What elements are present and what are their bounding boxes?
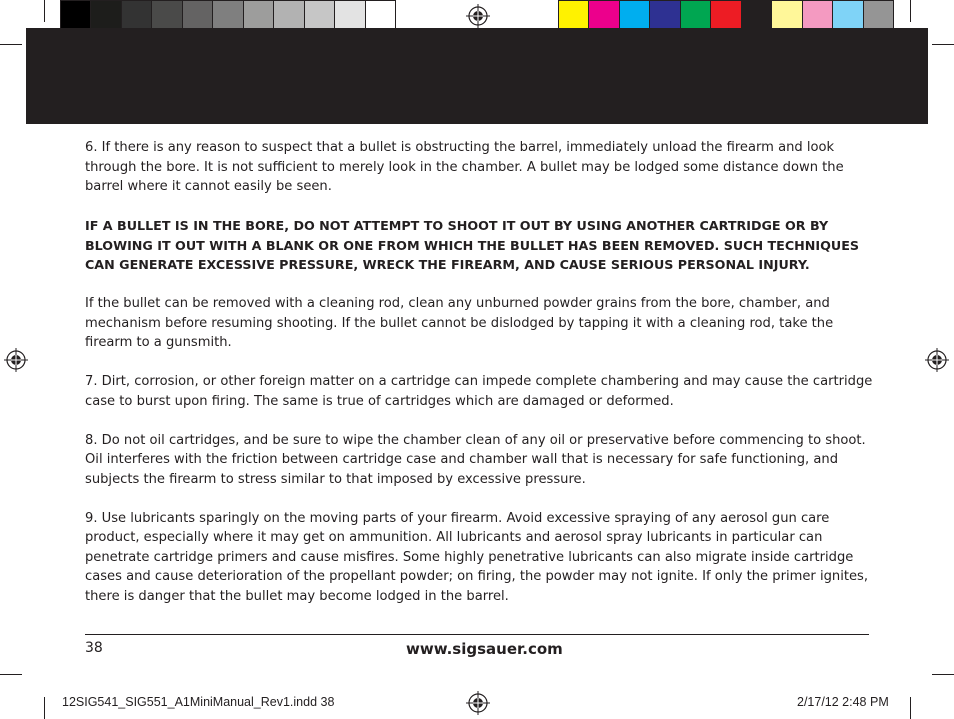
color-swatch: [803, 1, 833, 31]
color-swatch: [864, 1, 893, 31]
paragraph-6: 6. If there is any reason to suspect that a bullet is obstructing the barrel, immediately unload the firearm and look through the bore. It is not sufficient to merely look in the chamber. A bullet may be lodged some distance down the barrel where it cannot easily be seen.: [85, 140, 844, 194]
bullet-removal-paragraph: If the bullet can be removed with a cleaning rod, clean any unburned powder grains from the bore, chamber, and mechanism before resuming shooting. If the bullet cannot be dislodged by tapping it with a cleaning rod, take the firearm to a gunsmith.: [85, 296, 834, 350]
color-swatch: [559, 1, 589, 31]
color-swatch: [91, 1, 121, 31]
color-swatch: [650, 1, 680, 31]
footer-rule: [85, 634, 869, 635]
paragraph-8: 8. Do not oil cartridges, and be sure to wipe the chamber clean of any oil or preservative before commencing to shoot. Oil interferes with the friction between cartridge case and chamber wall that is necessary for safe functioning, and subjects the firearm to stress similar to that imposed by excessive pressure.: [85, 432, 866, 487]
slug-filename: 12SIG541_SIG551_A1MiniManual_Rev1.indd 38: [62, 695, 335, 709]
paragraph-9: 9. Use lubricants sparingly on the moving parts of your firearm. Avoid excessive spraying of any aerosol gun care product, especially where it may get on ammunition. All lubricants and aerosol spray lubricants in particular can penetrate cartridge primers and cause misfires. Some highly penetrative lubricants can also migrate inside cartridge cases and cause deterioration of the propellant powder; on firing, the powder may not ignite. If only the primer ignites, there is danger that the bullet may become lodged in the barrel.: [85, 510, 869, 604]
color-swatch: [742, 1, 772, 31]
registration-mark-icon: [4, 348, 28, 372]
color-swatch: [122, 1, 152, 31]
color-swatch: [183, 1, 213, 31]
color-swatch: [335, 1, 365, 31]
color-swatch: [274, 1, 304, 31]
color-swatch: [61, 1, 91, 31]
page-number: 38: [85, 640, 103, 656]
color-swatch: [833, 1, 863, 31]
manual-body: [85, 138, 875, 626]
registration-mark-icon: [466, 4, 490, 28]
color-swatch: [711, 1, 741, 31]
paragraph-7: 7. Dirt, corrosion, or other foreign matter on a cartridge can impede complete chambering and may cause the cartridge case to burst upon firing. The same is true of cartridges which are damaged or deformed.: [85, 374, 873, 409]
slug-datetime: 2/17/12 2:48 PM: [797, 695, 889, 709]
registration-mark-icon: [466, 691, 490, 715]
color-swatch: [772, 1, 802, 31]
registration-mark-icon: [925, 348, 949, 372]
website-url: www.sigsauer.com: [406, 640, 563, 658]
color-swatch: [681, 1, 711, 31]
color-swatch: [244, 1, 274, 31]
color-swatch: [366, 1, 395, 31]
color-swatch: [620, 1, 650, 31]
bore-obstruction-warning: IF A BULLET IS IN THE BORE, DO NOT ATTEMPT TO SHOOT IT OUT BY USING ANOTHER CARTRIDGE OR BY BLOWING IT OUT WITH A BLANK OR ONE FROM WHICH THE BULLET HAS BEEN REMOVED. SUCH TECHNIQUES CAN GENERATE EXCESSIVE PRESSURE, WRECK THE FIREARM, AND CAUSE SERIOUS PERSONAL INJURY.: [85, 218, 859, 272]
color-swatch: [589, 1, 619, 31]
color-swatch: [152, 1, 182, 31]
color-swatch: [213, 1, 243, 31]
color-swatch: [305, 1, 335, 31]
header-band: [26, 28, 928, 124]
